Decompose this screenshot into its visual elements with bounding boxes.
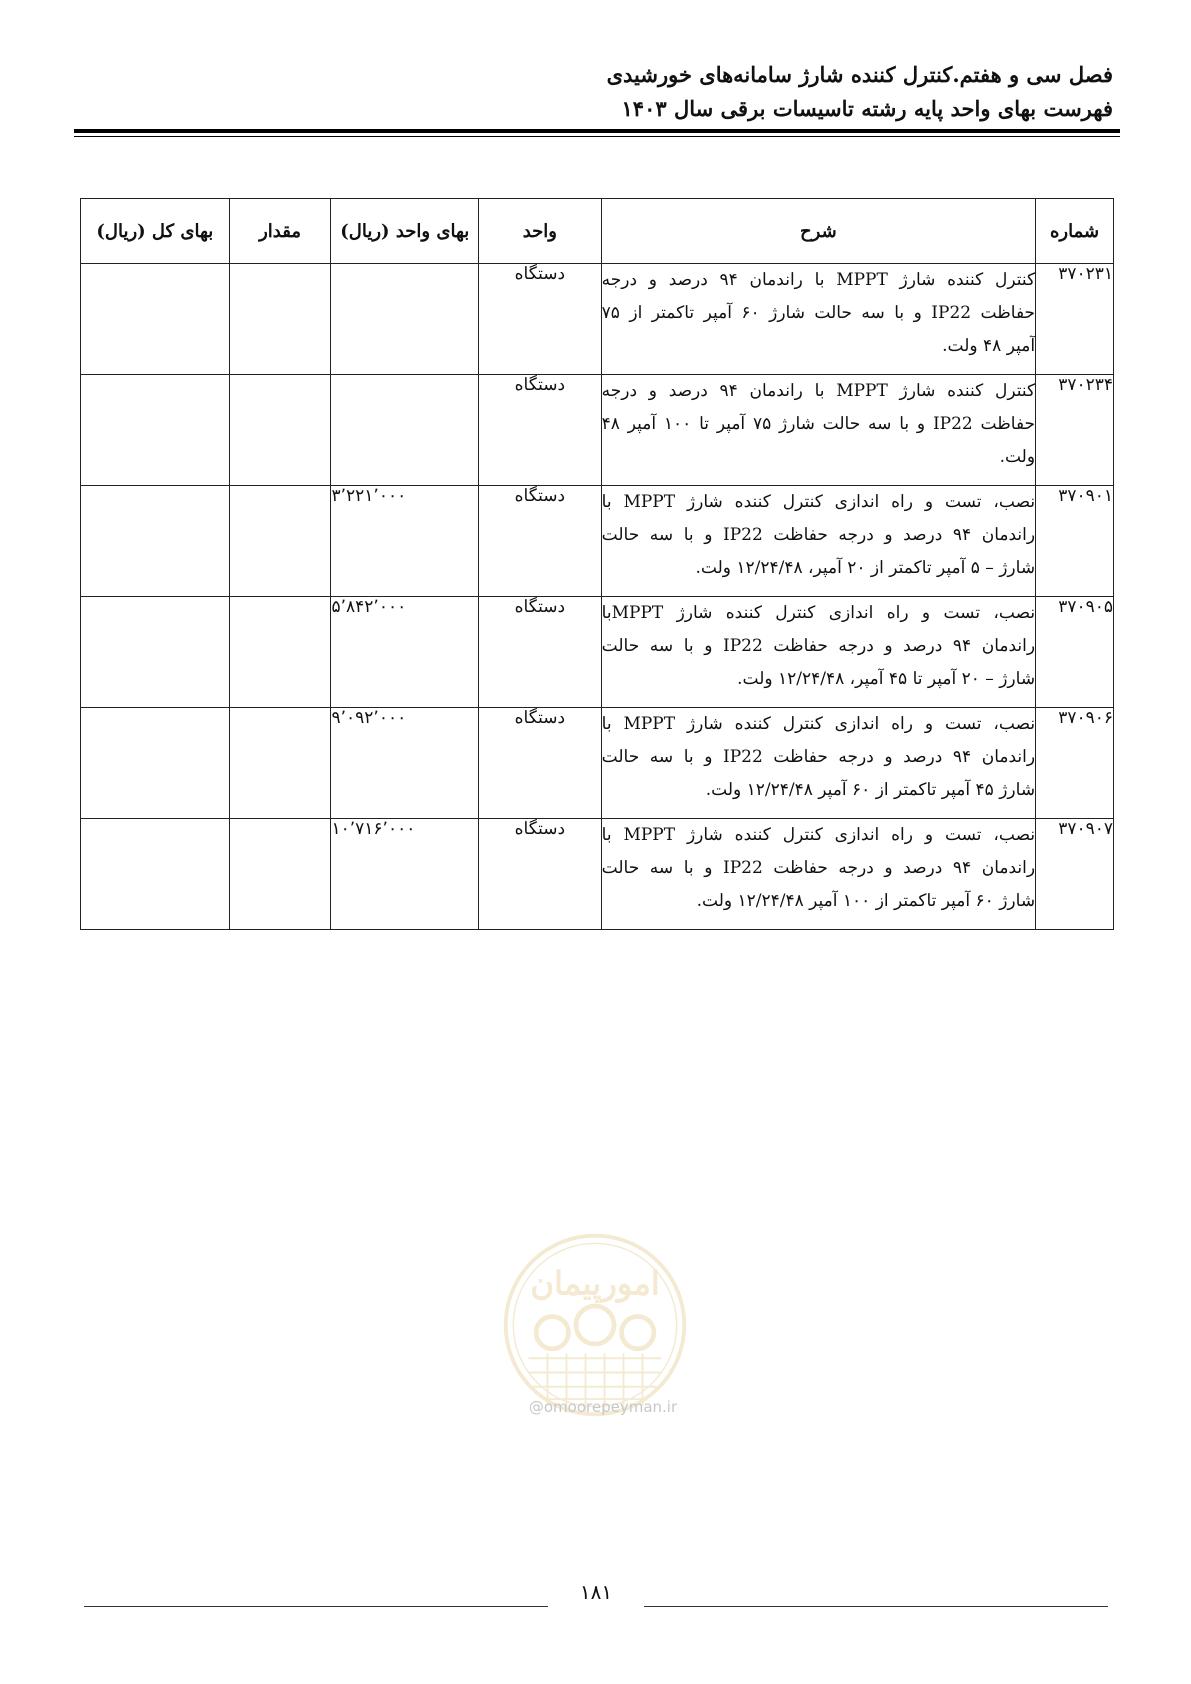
table-row [81,708,1114,819]
table-row [81,819,1114,930]
item-unit-price [331,375,479,486]
table-row [81,375,1114,486]
table-header-row [81,199,1114,264]
column-header-unit: واحد [479,199,602,264]
item-quantity [229,486,331,597]
price-table [80,198,1114,930]
item-description [601,486,1035,597]
item-description [601,708,1035,819]
item-total-price [81,264,230,375]
item-quantity [229,819,331,930]
item-unit-price: ۵٬۸۴۲٬۰۰۰ [331,597,479,708]
description-line: کنترل کننده شارژ MPPT با راندمان ۹۴ درصد و درجه [601,381,1036,401]
column-header-unit-price: بهای واحد (ریال) [331,199,479,264]
price-list-title: فهرست بهای واحد پایه رشته تاسیسات برقی سال ۱۴۰۳ [621,96,1113,121]
table-row [81,264,1114,375]
item-total-price [81,375,230,486]
description-line: حفاظت IP22 و با سه حالت شارژ ۷۵ آمپر تا ۱۰۰ آمپر ۴۸ [601,414,1036,434]
watermark-logo [500,1230,690,1420]
footer-line-left [84,1606,548,1607]
item-quantity [229,375,331,486]
item-quantity [229,597,331,708]
watermark-url: @omoorepeyman.ir [528,1398,678,1416]
item-total-price [81,486,230,597]
description-line: آمپر ۴۸ ولت. [942,336,1036,356]
item-description [601,375,1035,486]
description-line: شارژ – ۲۰ آمپر تا ۴۵ آمپر، ۱۲/۲۴/۴۸ ولت. [737,669,1036,689]
item-code: ۳۷۰۲۳۱ [1036,264,1114,375]
column-header-quantity: مقدار [229,199,331,264]
description-line: ولت. [999,447,1036,467]
item-total-price [81,708,230,819]
column-header-code: شماره [1036,199,1114,264]
item-code: ۳۷۰۹۰۷ [1036,819,1114,930]
item-unit-price: ۳٬۲۲۱٬۰۰۰ [331,486,479,597]
item-description [601,264,1035,375]
description-line: نصب، تست و راه اندازی کنترل کننده شارژ MPPT با [601,825,1036,845]
item-unit-price [331,264,479,375]
description-line: راندمان ۹۴ درصد و درجه حفاظت IP22 و با سه حالت [601,525,1036,545]
item-description [601,597,1035,708]
page-number: ۱۸۱ [579,1580,613,1604]
column-header-description: شرح [601,199,1035,264]
item-unit: دستگاه [479,486,602,597]
table-row [81,486,1114,597]
description-line: نصب، تست و راه اندازی کنترل کننده شارژ MPPT با [601,492,1036,512]
description-line: نصب، تست و راه اندازی کنترل کننده شارژ MPPT با [601,714,1036,734]
page-header [73,58,1113,126]
description-line: راندمان ۹۴ درصد و درجه حفاظت IP22 و با سه حالت [601,747,1036,767]
item-code: ۳۷۰۹۰۱ [1036,486,1114,597]
description-line: راندمان ۹۴ درصد و درجه حفاظت IP22 و با سه حالت [601,636,1036,656]
item-unit: دستگاه [479,597,602,708]
description-line: راندمان ۹۴ درصد و درجه حفاظت IP22 و با سه حالت [601,858,1036,878]
description-line: شارژ ۶۰ آمپر تاکمتر از ۱۰۰ آمپر ۱۲/۲۴/۴۸ ولت. [696,891,1036,911]
column-header-total-price: بهای کل (ریال) [81,199,230,264]
item-description [601,819,1035,930]
watermark-logo-text: امورپیمان [530,1264,660,1303]
description-line: شارژ – ۵ آمپر تاکمتر از ۲۰ آمپر، ۱۲/۲۴/۴۸ ولت. [695,558,1036,578]
item-code: ۳۷۰۹۰۵ [1036,597,1114,708]
header-rule-thin [74,136,1120,137]
description-line: نصب، تست و راه اندازی کنترل کننده شارژ MPPTبا [601,603,1036,623]
description-line: شارژ ۴۵ آمپر تاکمتر از ۶۰ آمپر ۱۲/۲۴/۴۸ ولت. [705,780,1036,800]
table-row [81,597,1114,708]
item-quantity [229,264,331,375]
item-unit: دستگاه [479,264,602,375]
item-total-price [81,597,230,708]
description-line: حفاظت IP22 و با سه حالت شارژ ۶۰ آمپر تاکمتر از ۷۵ [601,303,1036,323]
header-rule-thick [74,129,1120,133]
item-unit: دستگاه [479,375,602,486]
item-unit-price: ۱۰٬۷۱۶٬۰۰۰ [331,819,479,930]
item-total-price [81,819,230,930]
item-code: ۳۷۰۲۳۴ [1036,375,1114,486]
item-unit: دستگاه [479,708,602,819]
item-code: ۳۷۰۹۰۶ [1036,708,1114,819]
footer-line-right [644,1606,1108,1607]
description-line: کنترل کننده شارژ MPPT با راندمان ۹۴ درصد و درجه [601,270,1036,290]
chapter-title: فصل سی و هفتم.کنترل کننده شارژ سامانه‌های خورشیدی [606,62,1113,87]
item-quantity [229,708,331,819]
item-unit-price: ۹٬۰۹۲٬۰۰۰ [331,708,479,819]
item-unit: دستگاه [479,819,602,930]
